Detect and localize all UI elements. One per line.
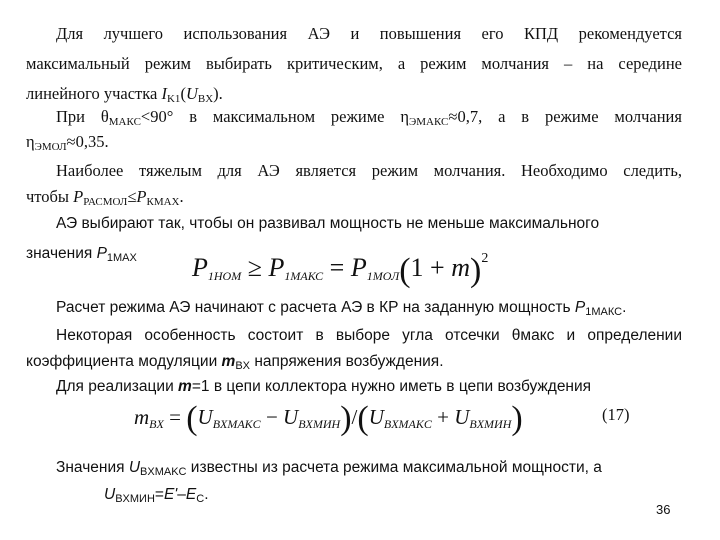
text-line-3: линейного участка $I_{K1}(U_{BX})$.	[26, 84, 223, 105]
formula-modulation-coefficient: $m_{BX} = (U_{BXMAKC} - U_{BXMИН})/(U_{BXMAKC} + U_{BXMИН})$	[134, 400, 523, 437]
text-line-4: При $\theta_{МАКС}<90^\circ$ в максимальном режиме $\eta_{ЭМАКС}\approx 0,7$, а в режиме молчания	[56, 107, 682, 128]
text-line-14: Значения $U_{BXMAKC}$ известны из расчета режима максимальной мощности, а	[56, 459, 602, 478]
text-line-1	[56, 23, 682, 45]
text-line-2	[26, 53, 682, 75]
text-line-9: значения $P_{1MAX}$	[26, 245, 137, 264]
text-line-15: $U_{BXMИН}=E'-E_C$.	[104, 486, 209, 505]
text-line-11: Некоторая особенность состоит в выборе угла отсечки θмакс и определении	[56, 327, 682, 344]
text-line-12: коэффициента модуляции $m_{BX}$ напряжения возбуждения.	[26, 353, 444, 372]
page-number: 36	[656, 502, 671, 517]
text-line-5: $\eta_{ЭМОЛ}\approx 0,35$.	[26, 132, 109, 153]
equation-number: (17)	[602, 405, 630, 424]
text-line-10: Расчет режима АЭ начинают с расчета АЭ в КР на заданную мощность $P_{1МАКС}$.	[56, 299, 627, 318]
text-line-8: АЭ выбирают так, чтобы он развивал мощность не меньше максимального	[56, 215, 600, 232]
text-line-7: чтобы $P_{РАСМОЛ}\le P_{КМАХ}$.	[26, 187, 184, 208]
line-2-text: максимальный режим выбирать критическим, а режим молчания – на середине	[26, 54, 682, 73]
line-1-text: Для лучшего использования АЭ и повышения его КПД рекомендуется	[56, 24, 682, 43]
text-line-13: Для реализации m=1 в цепи коллектора нужно иметь в цепи возбуждения	[56, 378, 592, 395]
text-line-6: Наиболее тяжелым для АЭ является режим молчания. Необходимо следить,	[56, 161, 682, 180]
formula-power-condition: $P_{1НОМ} \ge P_{1МАКС} = P_{1МОЛ}(1 + m)^2$	[192, 251, 489, 289]
